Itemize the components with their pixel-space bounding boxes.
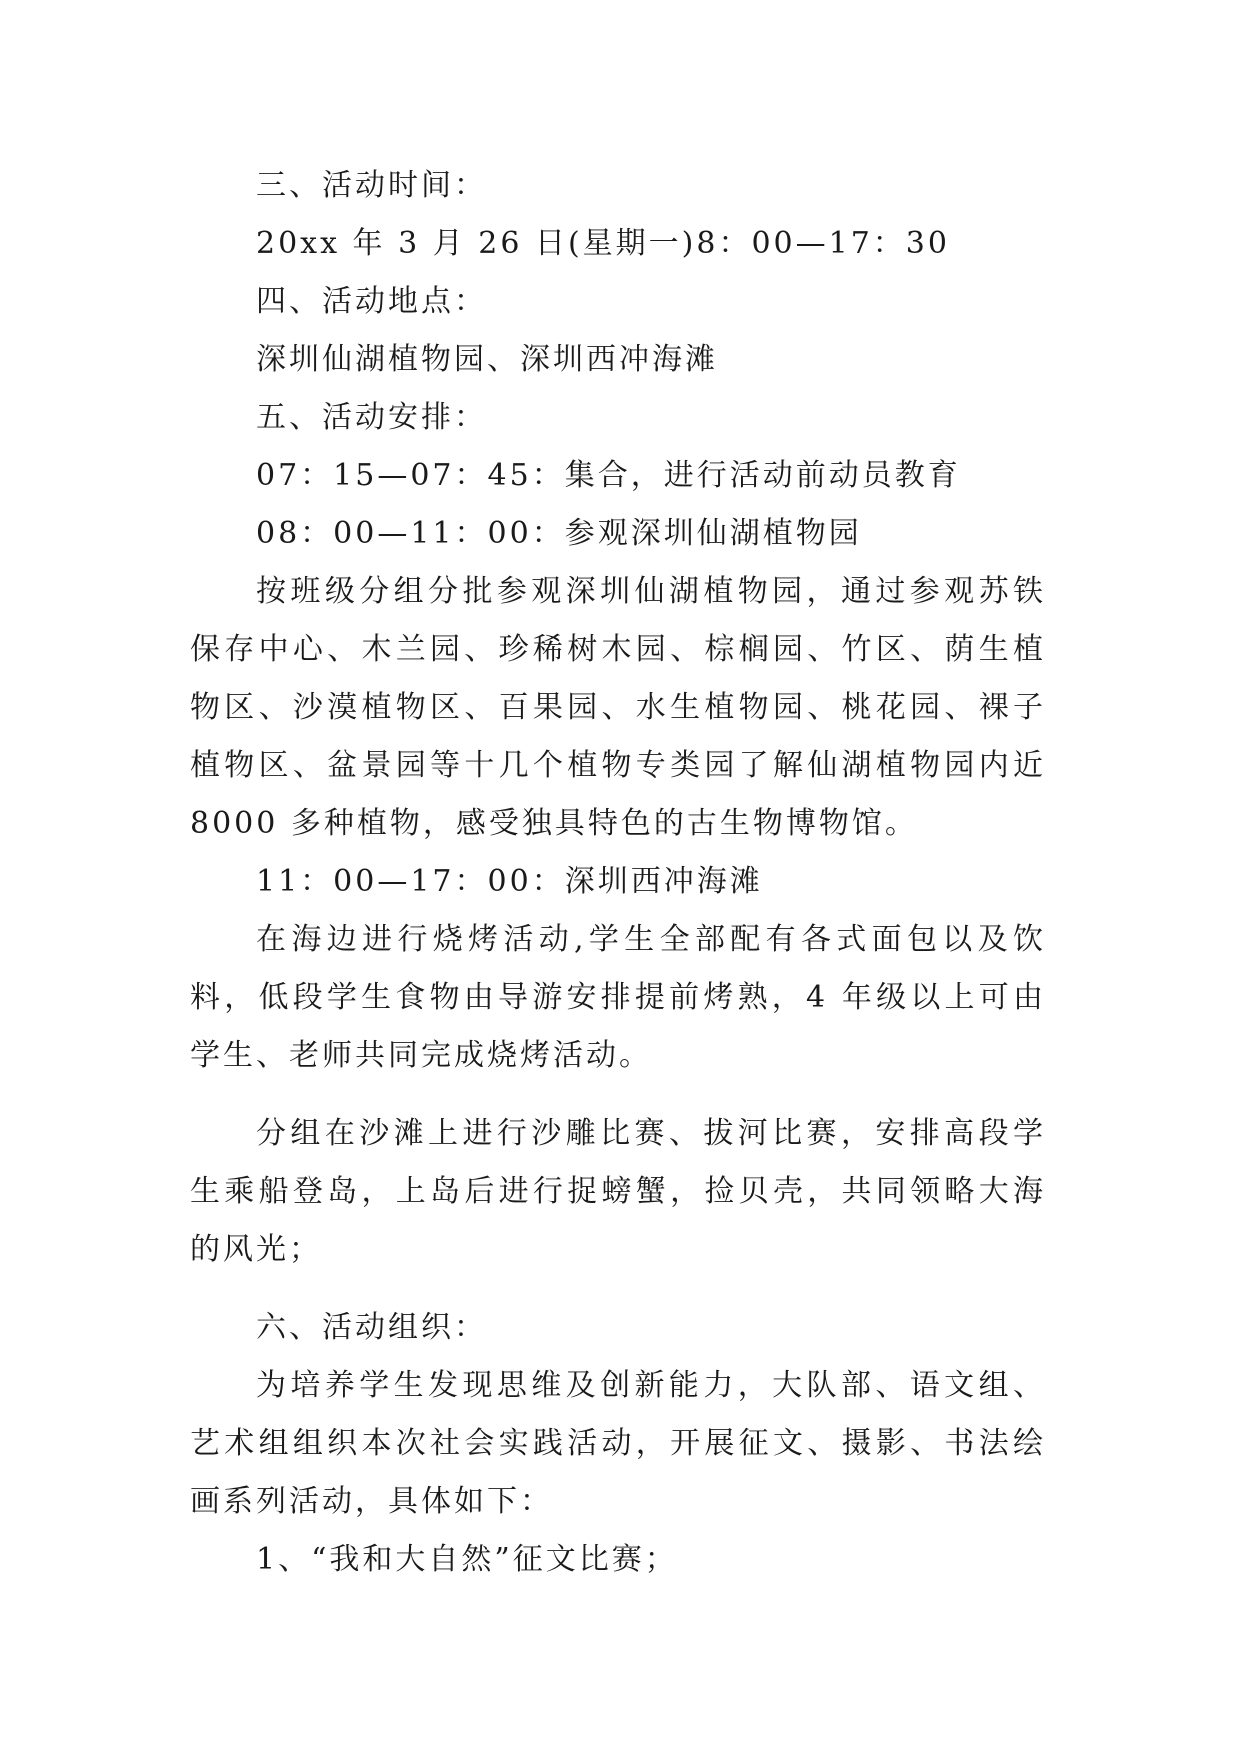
section-heading-schedule: 五、活动安排： — [256, 400, 487, 435]
activity-time: 20xx 年 3 月 26 日(星期一)8：00—17：30 — [256, 226, 950, 261]
paragraph-garden-visit: 按班级分组分批参观深圳仙湖植物园，通过参观苏铁保存中心、木兰园、珍稀树木园、棕榈园、竹区、荫生植物区、沙漠植物区、百果园、水生植物园、桃花园、裸子植物区、盆景园等十几个植物专类园了解仙湖植物园内近 8000 多种植物，感受独具特色的古生物博物馆。 — [190, 574, 1046, 841]
list-item-essay-contest: 1、“我和大自然”征文比赛； — [256, 1542, 678, 1577]
section-heading-time: 三、活动时间： — [256, 168, 487, 203]
schedule-item-assembly: 07：15—07：45：集合，进行活动前动员教育 — [256, 458, 961, 493]
schedule-item-garden: 08：00—11：00：参观深圳仙湖植物园 — [256, 516, 862, 551]
paragraph-beach-activities: 分组在沙滩上进行沙雕比赛、拔河比赛，安排高段学生乘船登岛，上岛后进行捉螃蟹，捡贝壳，共同领略大海的风光； — [190, 1116, 1046, 1267]
schedule-item-beach: 11：00—17：00：深圳西冲海滩 — [256, 864, 763, 899]
activity-location: 深圳仙湖植物园、深圳西冲海滩 — [256, 342, 718, 377]
document-body — [190, 157, 1046, 1589]
paragraph-organization: 为培养学生发现思维及创新能力，大队部、语文组、艺术组组织本次社会实践活动，开展征文、摄影、书法绘画系列活动，具体如下： — [190, 1368, 1046, 1519]
section-heading-organization: 六、活动组织： — [256, 1310, 487, 1345]
section-heading-location: 四、活动地点： — [256, 284, 487, 319]
paragraph-bbq: 在海边进行烧烤活动,学生全部配有各式面包以及饮料，低段学生食物由导游安排提前烤熟，4 年级以上可由学生、老师共同完成烧烤活动。 — [190, 922, 1046, 1073]
